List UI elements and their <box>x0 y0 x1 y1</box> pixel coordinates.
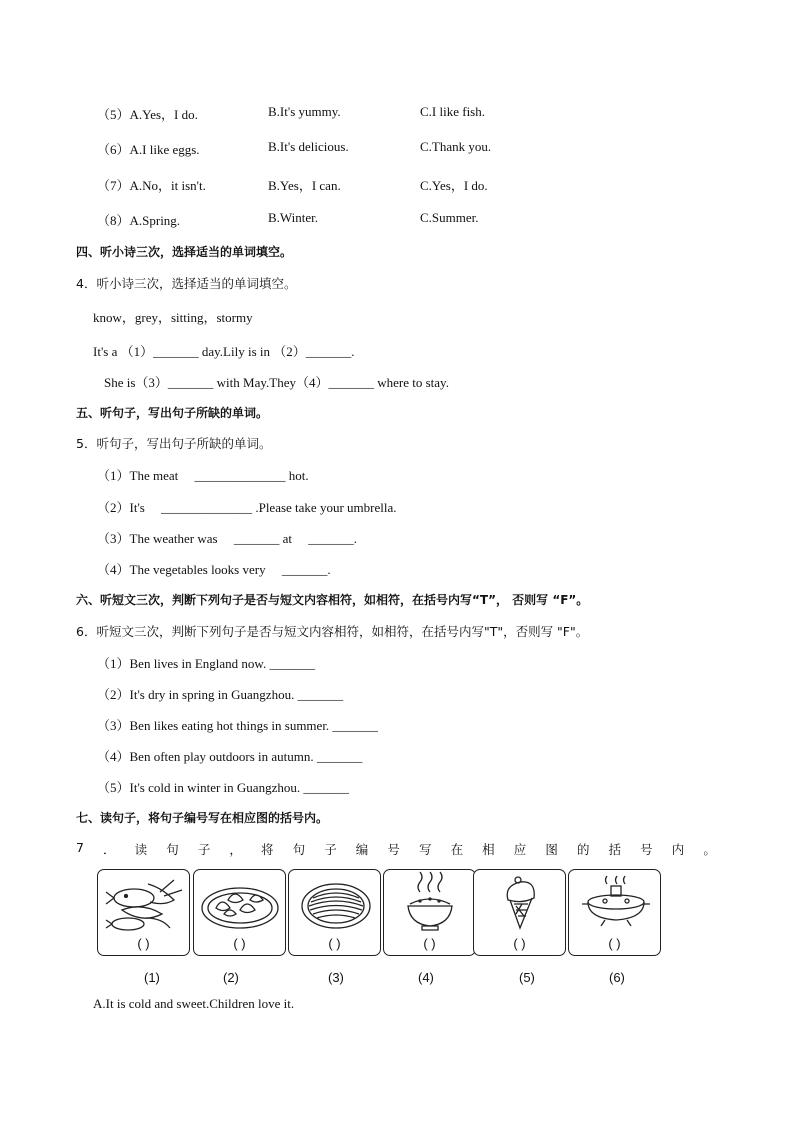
picture-label: (5) <box>519 970 535 985</box>
q7-char: 写 <box>418 842 432 857</box>
q7-char: 相 <box>482 842 495 857</box>
q7-char: 句 <box>292 842 306 857</box>
question-7-text <box>76 840 716 858</box>
section-7-heading: 七、读句子，将句子编号写在相应图的括号内。 <box>76 811 329 825</box>
answer-paren[interactable]: ( ) <box>137 936 150 951</box>
picture-box-5 <box>473 869 566 956</box>
option-b: B.It's yummy. <box>268 104 341 119</box>
section-5-heading: 五、听句子，写出句子所缺的单词。 <box>76 406 269 420</box>
q7-char: 在 <box>450 842 464 857</box>
answer-paren[interactable]: ( ) <box>328 936 341 951</box>
question-4-text: 4．听小诗三次，选择适当的单词填空。 <box>76 276 297 291</box>
q7-char: 子 <box>197 842 211 857</box>
question-6-text: 6．听短文三次，判断下列句子是否与短文内容相符，如相符，在括号内写"T"，否则写 "F"。 <box>76 624 589 639</box>
q7-char: 图 <box>545 842 558 857</box>
q7-char: 的 <box>576 842 590 857</box>
option-a: （8）A.Spring. <box>97 213 181 228</box>
option-a: （6）A.I like eggs. <box>97 142 200 157</box>
q7-char: ， <box>229 842 242 857</box>
q7-char: 句 <box>166 842 179 857</box>
q7-char: 编 <box>355 842 369 857</box>
option-c: C.Thank you. <box>420 139 492 154</box>
q6-item: （2）It's dry in spring in Guangzhou. _______ <box>97 687 344 702</box>
q7-char: 将 <box>261 842 274 857</box>
q6-item: （1）Ben lives in England now. _______ <box>97 656 315 671</box>
picture-label: (3) <box>328 970 344 985</box>
q7-char: 号 <box>387 842 400 857</box>
q7-char: 括 <box>608 842 622 857</box>
picture-label: (4) <box>418 970 434 985</box>
picture-label: (6) <box>609 970 625 985</box>
q6-item: （5）It's cold in winter in Guangzhou. _______ <box>97 780 349 795</box>
option-b: B.Winter. <box>268 210 319 225</box>
section-6-heading: 六、听短文三次，判断下列句子是否与短文内容相符，如相符，在括号内写“T”， 否则写 “F”。 <box>76 593 589 607</box>
picture-box-3 <box>288 869 381 956</box>
q7-char: 7 <box>76 840 84 855</box>
q7-char: ． <box>103 842 116 857</box>
picture-box-2 <box>193 869 286 956</box>
option-c: C.I like fish. <box>420 104 485 119</box>
q5-item: （1）The meat ______________ hot. <box>97 468 309 483</box>
option-c: C.Yes，I do. <box>420 178 488 193</box>
word-bank: know，grey，sitting，stormy <box>93 310 253 325</box>
answer-paren[interactable]: ( ) <box>513 936 526 951</box>
q7-char: 应 <box>513 842 527 857</box>
picture-box-1 <box>97 869 190 956</box>
option-a: （5）A.Yes，I do. <box>97 107 198 122</box>
q6-item: （3）Ben likes eating hot things in summer. _______ <box>97 718 378 733</box>
q7-char: 内 <box>671 842 685 857</box>
q5-item: （2）It's ______________ .Please take your umbrella. <box>97 500 397 515</box>
option-b: B.Yes，I can. <box>268 178 341 193</box>
option-c: C.Summer. <box>420 210 479 225</box>
q5-item: （4）The vegetables looks very _______. <box>97 562 331 577</box>
poem-line-2: She is（3）_______ with May.They（4）_______ where to stay. <box>104 375 449 390</box>
picture-row <box>97 869 663 957</box>
q7-char: 子 <box>324 842 337 857</box>
option-b: B.It's delicious. <box>268 139 349 154</box>
section-4-heading: 四、听小诗三次，选择适当的单词填空。 <box>76 245 293 259</box>
q7-char: 读 <box>134 842 148 857</box>
q7-char: 号 <box>640 842 653 857</box>
picture-label: (2) <box>223 970 239 985</box>
option-a: （7）A.No，it isn't. <box>97 178 206 193</box>
answer-paren[interactable]: ( ) <box>608 936 621 951</box>
question-5-text: 5．听句子，写出句子所缺的单词。 <box>76 436 272 451</box>
poem-line-1: It's a （1）_______ day.Lily is in （2）_______. <box>93 344 355 359</box>
answer-paren[interactable]: ( ) <box>233 936 246 951</box>
q5-item: （3）The weather was _______ at _______. <box>97 531 357 546</box>
q6-item: （4）Ben often play outdoors in autumn. _______ <box>97 749 363 764</box>
q7-char: 。 <box>703 842 716 857</box>
picture-label: (1) <box>144 970 160 985</box>
answer-paren[interactable]: ( ) <box>423 936 436 951</box>
picture-box-4 <box>383 869 476 956</box>
sentence-a: A.It is cold and sweet.Children love it. <box>93 996 295 1011</box>
picture-box-6 <box>568 869 661 956</box>
